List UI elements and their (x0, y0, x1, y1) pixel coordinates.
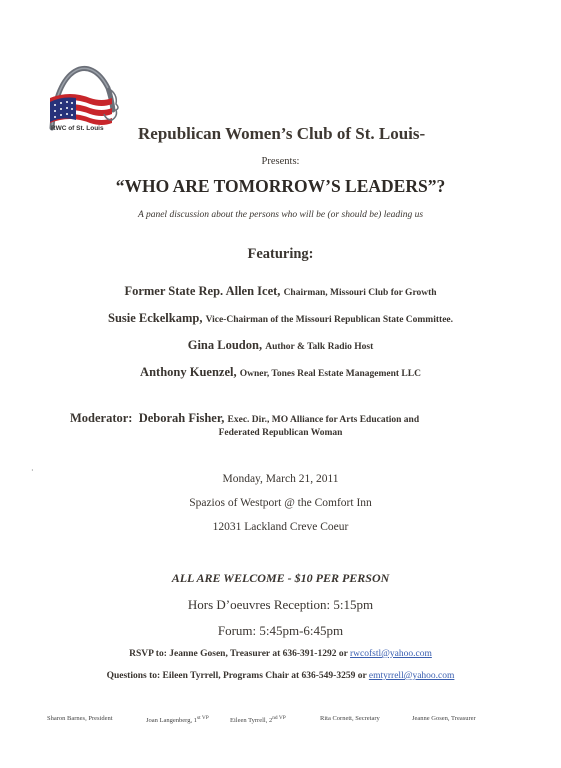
moderator-name: Deborah Fisher, (138, 411, 225, 425)
panelist-name: Gina Loudon, (187, 338, 263, 352)
featuring-heading: Featuring: (247, 246, 314, 262)
forum-time: Forum: 5:45pm-6:45pm (217, 623, 344, 638)
officer-name: Sharon Barnes, President (47, 715, 113, 722)
panelist-role: Chairman, Missouri Club for Growth (283, 288, 437, 298)
event-date: Monday, March 21, 2011 (222, 473, 339, 485)
moderator-line (70, 411, 419, 426)
rsvp-email-link[interactable]: rwcofstl@yahoo.com (350, 649, 432, 659)
officer-president (47, 715, 113, 722)
officer-ordinal: st VP (196, 715, 209, 721)
panelist (0, 365, 561, 380)
panelist (0, 338, 561, 353)
officer-name: Rita Cornett, Secretary (320, 715, 380, 722)
event-venue: Spazios of Westport @ the Comfort Inn (189, 497, 372, 509)
officer-name: Jeanne Gosen, Treasurer (412, 715, 476, 722)
moderator-role-continued: Federated Republican Woman (218, 428, 343, 438)
panelist (0, 311, 561, 326)
logo-caption: RWC of St. Louis (51, 125, 104, 132)
presents-label: Presents: (261, 156, 300, 167)
questions-line (0, 671, 561, 681)
reception-time: Hors D’oeuvres Reception: 5:15pm (187, 597, 374, 612)
event-headline: “WHO ARE TOMORROW’S LEADERS”? (115, 176, 446, 196)
event-address: 12031 Lackland Creve Coeur (212, 521, 349, 533)
moderator-label: Moderator: (70, 411, 133, 425)
panelist-name: Anthony Kuenzel, (140, 365, 237, 379)
officer-name: Joan Langenberg, 1 (146, 717, 197, 725)
event-subtitle: A panel discussion about the persons who will be (or should be) leading us (137, 210, 424, 220)
admission-banner: ALL ARE WELCOME - $10 PER PERSON (171, 571, 390, 585)
questions-email-link[interactable]: emtyrrell@yahoo.com (368, 671, 455, 681)
officer-ordinal: nd VP (272, 715, 286, 721)
panelist-role: Owner, Tones Real Estate Management LLC (239, 369, 421, 379)
organization-name: Republican Women’s Club of St. Louis- (138, 124, 426, 143)
officer-treasurer (412, 715, 476, 722)
officer-name: Eileen Tyrrell, 2 (230, 717, 273, 725)
officer-secretary (320, 715, 380, 722)
questions-text: Questions to: Eileen Tyrrell, Programs Chair at 636-549-3259 or (106, 671, 367, 681)
panelist-name: Former State Rep. Allen Icet, (124, 284, 281, 298)
panelist-role: Author & Talk Radio Host (265, 342, 374, 352)
scan-speck: · (31, 466, 34, 475)
officer-second-vp (230, 715, 286, 724)
rsvp-text: RSVP to: Jeanne Gosen, Treasurer at 636-391-1292 or (129, 649, 348, 659)
officer-first-vp (146, 715, 209, 724)
panelist-role: Vice-Chairman of the Missouri Republican State Committee. (205, 315, 453, 325)
rsvp-line (0, 649, 561, 659)
panelist-name: Susie Eckelkamp, (108, 311, 203, 325)
moderator-role: Exec. Dir., MO Alliance for Arts Education and (227, 415, 420, 425)
panelist (0, 284, 561, 299)
